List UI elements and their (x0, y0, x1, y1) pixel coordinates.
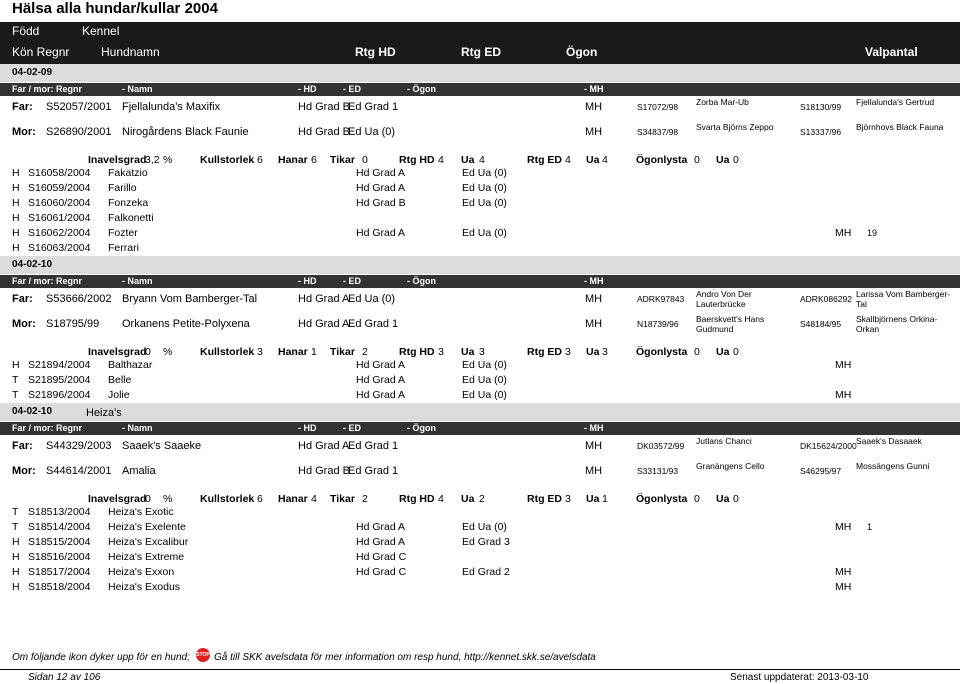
far-sire-name: Jutlans Chanci (696, 436, 752, 446)
date-bar (0, 403, 960, 421)
subheader-namn: - Namn (122, 84, 153, 94)
ua-ed-value: 3 (602, 346, 608, 358)
mor-ed: Ed Ua (0) (348, 126, 396, 138)
pup-hd: Hd Grad C (356, 551, 407, 563)
pup-hd: Hd Grad A (356, 182, 406, 194)
far-sire-name: Andro Von Der Lauterbrücke (696, 289, 752, 309)
far-dam-name: Fjellalunda's Gertrud (856, 97, 935, 107)
pup-mh: MH (835, 566, 852, 578)
inavelsgrad-pct: % (163, 346, 173, 358)
ua-og-label: Ua (716, 154, 730, 166)
pup-sex: T (12, 506, 19, 518)
pup-hd: Hd Grad A (356, 374, 406, 386)
mor-hd: Hd Grad B (298, 126, 350, 138)
far-regnr: S52057/2001 (46, 101, 112, 113)
mor-hd: Hd Grad B (298, 465, 350, 477)
pup-ed: Ed Ua (0) (462, 182, 507, 194)
pup-regnr: S21895/2004 (28, 374, 91, 386)
rtg-ed-label: Rtg ED (527, 154, 562, 166)
rtg-hd-label: Rtg HD (399, 154, 435, 166)
far-dam-regnr: S18130/99 (800, 102, 842, 112)
pup-ed: Ed Grad 2 (462, 566, 510, 578)
far-dam-name: Larissa Vom Bamberger-Tal (856, 289, 951, 309)
pup-regnr: S18516/2004 (28, 551, 91, 563)
mor-sire-name: Svarta Björns Zeppo (696, 122, 774, 132)
last-updated: Senast uppdaterat: 2013-03-10 (730, 672, 869, 683)
mor-label: Mor: (12, 126, 36, 138)
pup-regnr: S16061/2004 (28, 212, 91, 224)
hanar-label: Hanar (278, 493, 308, 505)
subheader-hd: - HD (298, 423, 317, 433)
inavelsgrad-value: 0 (145, 346, 151, 358)
ua-og-label: Ua (716, 493, 730, 505)
rtg-ed-value: 3 (565, 346, 571, 358)
mor-dam-name: Mossängens Gunni (856, 461, 930, 471)
hanar-value: 4 (311, 493, 317, 505)
subheader-namn: - Namn (122, 276, 153, 286)
ogonlysta-label: Ögonlysta (636, 493, 688, 505)
subheader-ogon: - Ögon (407, 276, 436, 286)
tikar-label: Tikar (330, 493, 355, 505)
mor-name: Nirogårdens Black Faunie (122, 126, 249, 138)
ua-hd-label: Ua (461, 154, 475, 166)
far-ed: Ed Grad 1 (348, 440, 399, 452)
mor-ed: Ed Grad 1 (348, 318, 399, 330)
rtg-ed-value: 4 (565, 154, 571, 166)
pup-sex: H (12, 197, 20, 209)
mor-dam-regnr: S13337/96 (800, 127, 842, 137)
pup-regnr: S16059/2004 (28, 182, 91, 194)
ua-ed-value: 1 (602, 493, 608, 505)
subheader-mh: - MH (584, 276, 604, 286)
col-hundnamn: Hundnamn (101, 45, 160, 59)
inavelsgrad-label: Inavelsgrad (88, 154, 147, 166)
far-name: Bryann Vom Bamberger-Tal (122, 293, 258, 305)
mor-name: Orkanens Petite-Polyxena (122, 318, 250, 330)
pup-hd: Hd Grad B (356, 197, 406, 209)
pup-mh: MH (835, 581, 852, 593)
pup-hd: Hd Grad A (356, 167, 406, 179)
far-dam-regnr: DK15624/2000 (800, 441, 857, 451)
pup-regnr: S18513/2004 (28, 506, 91, 518)
pup-name: Balthazar (108, 359, 153, 371)
mor-dam-name: Skallbjörnens Orkina-Orkan (856, 314, 938, 334)
pup-regnr: S16063/2004 (28, 242, 91, 254)
mor-sire-regnr: N18739/96 (637, 319, 679, 329)
mor-sire-regnr: S33131/93 (637, 466, 679, 476)
pup-ed: Ed Ua (0) (462, 374, 507, 386)
rtg-ed-label: Rtg ED (527, 346, 562, 358)
pup-hd: Hd Grad A (356, 521, 406, 533)
col-ogon: Ögon (566, 45, 598, 59)
rtg-hd-value: 4 (438, 493, 444, 505)
ogonlysta-value: 0 (694, 154, 700, 166)
pup-name: Fonzeka (108, 197, 149, 209)
ua-hd-value: 3 (479, 346, 485, 358)
stop-icon: STOP (196, 648, 210, 662)
inavelsgrad-value: 0 (145, 493, 151, 505)
footer-divider (0, 669, 960, 670)
pup-hd: Hd Grad A (356, 536, 406, 548)
kullstorlek-value: 6 (257, 493, 263, 505)
avelsdata-link[interactable]: Gå till SKK avelsdata för mer information om resp hund, http://kennet.skk.se/avelsdata (214, 652, 596, 663)
mor-regnr: S26890/2001 (46, 126, 112, 138)
pup-regnr: S18518/2004 (28, 581, 91, 593)
far-name: Fjellalunda's Maxifix (122, 101, 221, 113)
subheader-ed: - ED (343, 423, 361, 433)
subheader-namn: - Namn (122, 423, 153, 433)
pup-sex: H (12, 212, 20, 224)
subheader-mh: - MH (584, 423, 604, 433)
far-regnr: S53666/2002 (46, 293, 112, 305)
pup-hd: Hd Grad A (356, 389, 406, 401)
tikar-value: 2 (362, 493, 368, 505)
far-sire-regnr: DK03572/99 (637, 441, 685, 451)
kullstorlek-value: 3 (257, 346, 263, 358)
pup-name: Belle (108, 374, 132, 386)
pup-ed: Ed Ua (0) (462, 521, 507, 533)
inavelsgrad-label: Inavelsgrad (88, 346, 147, 358)
far-hd: Hd Grad A (298, 440, 350, 452)
subheader-ogon: - Ögon (407, 84, 436, 94)
inavelsgrad-pct: % (163, 493, 173, 505)
pup-name: Farillo (108, 182, 137, 194)
tikar-label: Tikar (330, 154, 355, 166)
subheader-mh: - MH (584, 84, 604, 94)
subheader-hd: - HD (298, 84, 317, 94)
col-kennel: Kennel (82, 24, 120, 38)
pup-name: Heiza's Excalibur (108, 536, 189, 548)
mor-hd: Hd Grad A (298, 318, 350, 330)
pup-sex: H (12, 182, 20, 194)
kullstorlek-label: Kullstorlek (200, 154, 255, 166)
hanar-value: 1 (311, 346, 317, 358)
subheader-farmor: Far / mor: Regnr (12, 84, 83, 94)
ua-ed-label: Ua (586, 346, 600, 358)
far-mh: MH (585, 293, 603, 305)
litter-date: 04-02-09 (12, 67, 53, 78)
subheader-farmor: Far / mor: Regnr (12, 423, 83, 433)
far-ed: Ed Grad 1 (348, 101, 399, 113)
pup-valpantal: 19 (867, 228, 878, 238)
ua-hd-label: Ua (461, 493, 475, 505)
pup-name: Heiza's Exodus (108, 581, 181, 593)
tikar-value: 2 (362, 346, 368, 358)
pup-name: Ferrari (108, 242, 139, 254)
col-valpantal: Valpantal (865, 45, 918, 59)
kullstorlek-label: Kullstorlek (200, 346, 255, 358)
mor-dam-name: Björnhovs Black Fauna (856, 122, 944, 132)
pup-ed: Ed Ua (0) (462, 359, 507, 371)
pup-sex: H (12, 551, 20, 563)
pup-hd: Hd Grad A (356, 227, 406, 239)
pup-mh: MH (835, 359, 852, 371)
date-bar (0, 64, 960, 82)
pup-sex: H (12, 581, 20, 593)
pup-name: Fakatzio (108, 167, 148, 179)
col-rtg-hd: Rtg HD (355, 45, 396, 59)
ua-hd-value: 4 (479, 154, 485, 166)
pup-ed: Ed Grad 3 (462, 536, 510, 548)
ogonlysta-label: Ögonlysta (636, 154, 688, 166)
ogonlysta-value: 0 (694, 346, 700, 358)
ua-og-value: 0 (733, 493, 739, 505)
far-hd: Hd Grad B (298, 101, 350, 113)
mor-sire-regnr: S34837/98 (637, 127, 679, 137)
mor-mh: MH (585, 465, 603, 477)
pup-hd: Hd Grad A (356, 359, 406, 371)
col-fodd: Född (12, 24, 40, 38)
mor-dam-regnr: S46295/97 (800, 466, 842, 476)
date-bar (0, 256, 960, 274)
far-sire-regnr: S17072/98 (637, 102, 679, 112)
tikar-value: 0 (362, 154, 368, 166)
pup-sex: H (12, 242, 20, 254)
pup-hd: Hd Grad C (356, 566, 407, 578)
pup-sex: H (12, 536, 20, 548)
hanar-value: 6 (311, 154, 317, 166)
rtg-hd-label: Rtg HD (399, 346, 435, 358)
subheader-ed: - ED (343, 84, 361, 94)
rtg-hd-value: 4 (438, 154, 444, 166)
pup-mh: MH (835, 521, 852, 533)
pup-regnr: S21894/2004 (28, 359, 91, 371)
pup-sex: H (12, 566, 20, 578)
legend-text: Om följande ikon dyker upp för en hund; (12, 652, 190, 663)
col-kon-regnr: Kön Regnr (12, 45, 70, 59)
mor-ed: Ed Grad 1 (348, 465, 399, 477)
mor-dam-regnr: S48184/95 (800, 319, 842, 329)
litter-date: 04-02-10 (12, 406, 53, 417)
pup-ed: Ed Ua (0) (462, 227, 507, 239)
pup-name: Heiza's Exotic (108, 506, 174, 518)
far-hd: Hd Grad A (298, 293, 350, 305)
col-rtg-ed: Rtg ED (461, 45, 501, 59)
far-sire-name: Zorba Mar-Ub (696, 97, 749, 107)
litter-kennel: Heiza's (86, 407, 122, 419)
far-regnr: S44329/2003 (46, 440, 112, 452)
pup-name: Heiza's Exelente (108, 521, 186, 533)
ua-og-label: Ua (716, 346, 730, 358)
hanar-label: Hanar (278, 154, 308, 166)
ua-hd-label: Ua (461, 346, 475, 358)
far-name: Saaek's Saaeke (122, 440, 202, 452)
mor-regnr: S18795/99 (46, 318, 100, 330)
pup-ed: Ed Ua (0) (462, 389, 507, 401)
rtg-hd-label: Rtg HD (399, 493, 435, 505)
pup-sex: T (12, 374, 19, 386)
far-label: Far: (12, 293, 33, 305)
pup-regnr: S18515/2004 (28, 536, 91, 548)
pup-ed: Ed Ua (0) (462, 167, 507, 179)
pup-regnr: S16060/2004 (28, 197, 91, 209)
ua-ed-label: Ua (586, 154, 600, 166)
far-mh: MH (585, 101, 603, 113)
pup-regnr: S18517/2004 (28, 566, 91, 578)
far-mh: MH (585, 440, 603, 452)
subheader-hd: - HD (298, 276, 317, 286)
tikar-label: Tikar (330, 346, 355, 358)
pup-name: Fozter (108, 227, 138, 239)
pup-valpantal: 1 (867, 522, 873, 532)
litter-date: 04-02-10 (12, 259, 53, 270)
pup-regnr: S16062/2004 (28, 227, 91, 239)
inavelsgrad-label: Inavelsgrad (88, 493, 147, 505)
ua-ed-value: 4 (602, 154, 608, 166)
pup-mh: MH (835, 227, 852, 239)
pup-name: Falkonetti (108, 212, 154, 224)
far-label: Far: (12, 101, 33, 113)
rtg-ed-value: 3 (565, 493, 571, 505)
ua-ed-label: Ua (586, 493, 600, 505)
pup-sex: T (12, 389, 19, 401)
far-dam-regnr: ADRK086292 (800, 294, 852, 304)
page-title: Hälsa alla hundar/kullar 2004 (12, 0, 218, 17)
ua-hd-value: 2 (479, 493, 485, 505)
subheader-ogon: - Ögon (407, 423, 436, 433)
inavelsgrad-value: 3,2 (145, 154, 160, 166)
kullstorlek-label: Kullstorlek (200, 493, 255, 505)
subheader-ed: - ED (343, 276, 361, 286)
pup-sex: H (12, 167, 20, 179)
mor-sire-name: Granängens Cello (696, 461, 765, 471)
pup-sex: H (12, 359, 20, 371)
hanar-label: Hanar (278, 346, 308, 358)
pup-regnr: S21896/2004 (28, 389, 91, 401)
far-label: Far: (12, 440, 33, 452)
mor-name: Amalia (122, 465, 156, 477)
kullstorlek-value: 6 (257, 154, 263, 166)
pup-regnr: S16058/2004 (28, 167, 91, 179)
page-number: Sidan 12 av 106 (28, 672, 101, 683)
far-ed: Ed Ua (0) (348, 293, 396, 305)
rtg-ed-label: Rtg ED (527, 493, 562, 505)
mor-label: Mor: (12, 318, 36, 330)
pup-sex: T (12, 521, 19, 533)
rtg-hd-value: 3 (438, 346, 444, 358)
mor-mh: MH (585, 318, 603, 330)
pup-ed: Ed Ua (0) (462, 197, 507, 209)
ua-og-value: 0 (733, 346, 739, 358)
mor-mh: MH (585, 126, 603, 138)
ua-og-value: 0 (733, 154, 739, 166)
subheader-farmor: Far / mor: Regnr (12, 276, 83, 286)
pup-name: Jolie (108, 389, 130, 401)
mor-regnr: S44614/2001 (46, 465, 112, 477)
far-sire-regnr: ADRK97843 (637, 294, 685, 304)
ogonlysta-label: Ögonlysta (636, 346, 688, 358)
pup-name: Heiza's Extreme (108, 551, 185, 563)
pup-mh: MH (835, 389, 852, 401)
inavelsgrad-pct: % (163, 154, 173, 166)
pup-name: Heiza's Exxon (108, 566, 175, 578)
mor-sire-name: Baerskvett's Hans Gudmund (696, 314, 765, 334)
mor-label: Mor: (12, 465, 36, 477)
pup-regnr: S18514/2004 (28, 521, 91, 533)
far-dam-name: Saaek's Dasaaek (856, 436, 922, 446)
pup-sex: H (12, 227, 20, 239)
ogonlysta-value: 0 (694, 493, 700, 505)
